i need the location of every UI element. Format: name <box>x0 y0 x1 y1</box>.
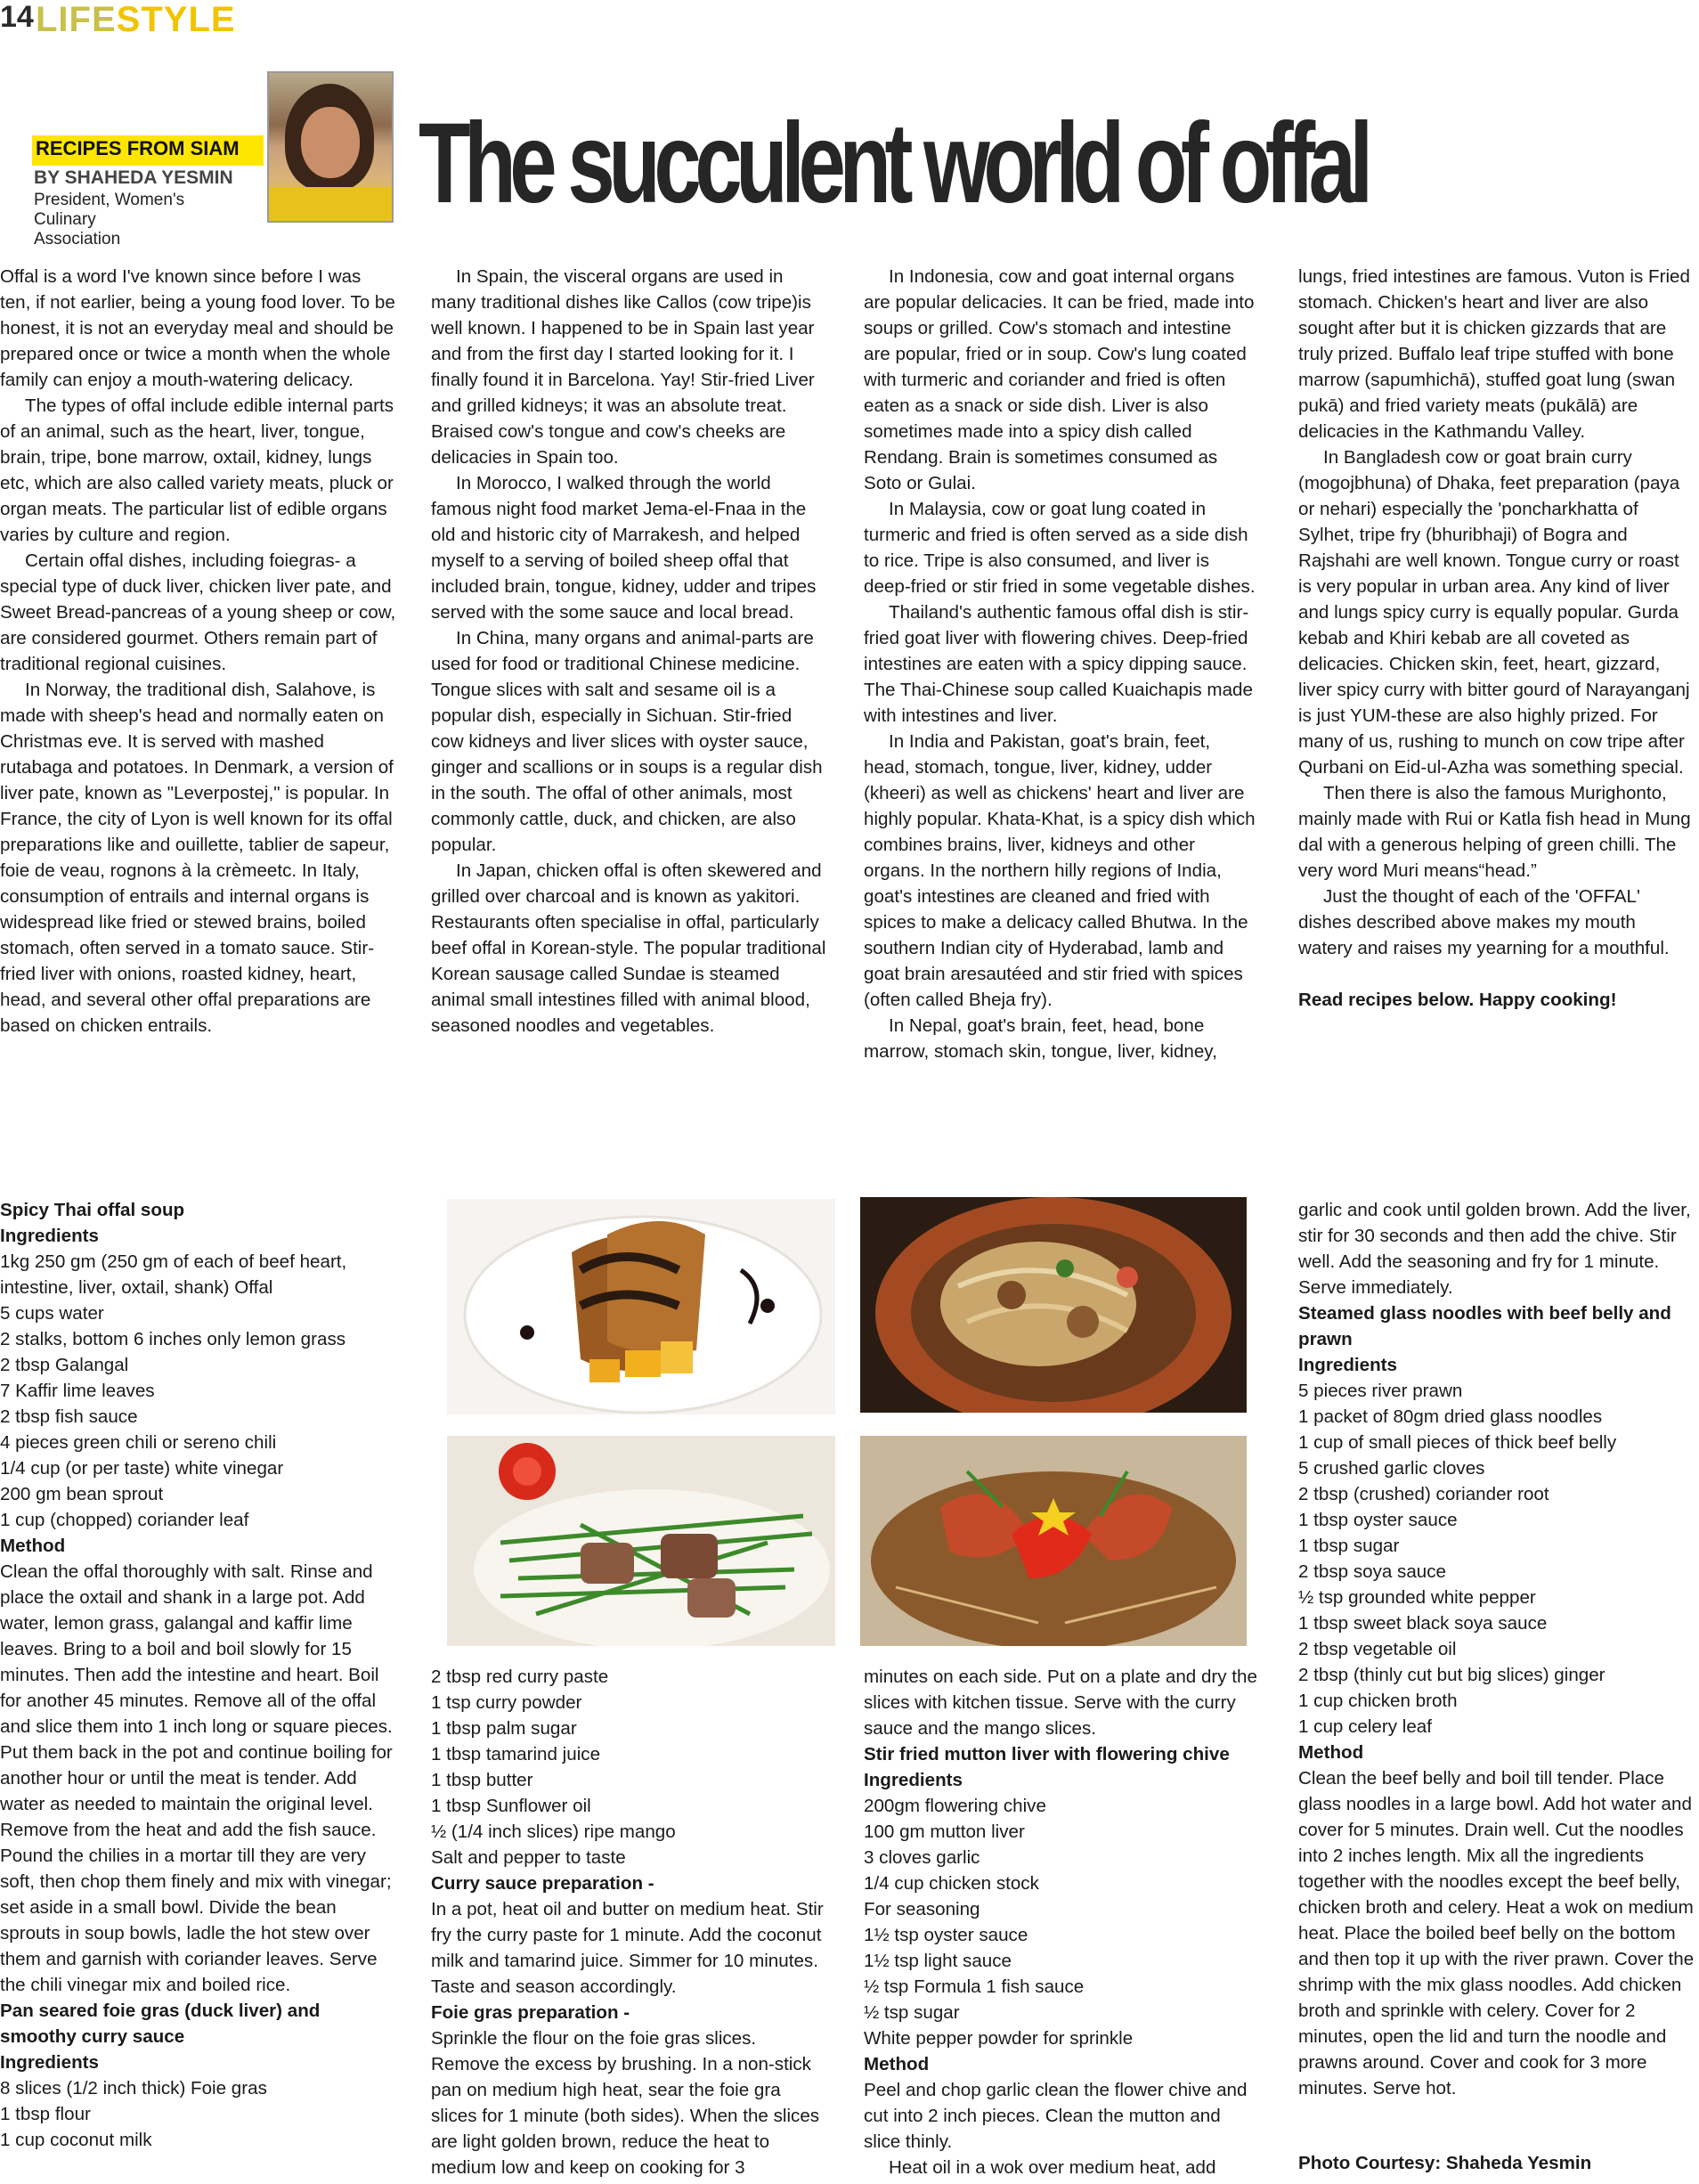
recipe-column-1 <box>0 1197 396 2153</box>
article-column-3 <box>864 264 1260 1064</box>
section-life: LIFE <box>36 0 117 39</box>
recipe-line: 1/4 cup (or per taste) white vinegar <box>0 1458 284 1479</box>
recipe-heading: Stir fried mutton liver with flowering chive <box>864 1744 1230 1764</box>
recipe-line: 1 packet of 80gm dried glass noodles <box>1298 1406 1603 1427</box>
recipe-line: 1 cup of small pieces of thick beef belly <box>1298 1432 1617 1453</box>
recipe-heading: Ingredients <box>0 1226 99 1246</box>
recipe-heading: Ingredients <box>864 1770 963 1790</box>
recipe-line: Peel and chop garlic clean the flower chive and cut into 2 inch pieces. Clean the mutton and slice thinly. <box>864 2080 1248 2152</box>
recipe-line: 1 tbsp flour <box>0 2104 91 2124</box>
recipe-column-3 <box>864 1664 1260 2180</box>
article-closing: Read recipes below. Happy cooking! <box>1298 990 1617 1010</box>
recipe-heading: Ingredients <box>0 2052 99 2073</box>
article-paragraph: In Nepal, goat's brain, feet, head, bone marrow, stomach skin, tongue, liver, kidney, <box>864 1015 1217 1062</box>
recipe-line: 1 cup celery leaf <box>1298 1716 1432 1737</box>
recipe-heading: Method <box>0 1536 66 1556</box>
recipe-line: 1 tbsp sugar <box>1298 1536 1400 1556</box>
recipe-line: White pepper powder for sprinkle <box>864 2028 1134 2049</box>
recipe-line: ½ tsp sugar <box>864 2002 960 2023</box>
recipe-line: 1 tbsp oyster sauce <box>1298 1510 1458 1530</box>
article-paragraph: In Norway, the traditional dish, Salahove, is made with sheep's head and normally eaten on Christmas eve. It is served with mashed rutabaga and potatoes. In Denmark, a version of liver pate, known as "Leverpostej," is popular. In France, the city of Lyon is well known for its offal preparations like and ouillette, tablier de sapeur, foie de veau, rognons à la crèmeetc. In Italy, consumption of entrails and internal organs is widespread like fried or stewed brains, boiled stomach, often served in a tomato sauce. Stir-fried liver with onions, roasted kidney, heart, head, and several other offal preparations are based on chicken entrails. <box>0 680 394 1036</box>
recipe-line: 2 tbsp Galangal <box>0 1355 129 1375</box>
recipe-line: 2 stalks, bottom 6 inches only lemon grass <box>0 1329 346 1349</box>
recipe-line: 1/4 cup chicken stock <box>864 1873 1039 1894</box>
author-role-line1: President, Women's Culinary <box>34 191 185 229</box>
article-paragraph: In Malaysia, cow or goat lung coated in turmeric and fried is often served as a side dish to rice. Tripe is also consumed, and liver is deep-fried or stir fried in some vegetable dishes. <box>864 499 1256 597</box>
article-paragraph: lungs, fried intestines are famous. Vuton is Fried stomach. Chicken's heart and liver are also sought after but it is chicken gizzards that are truly prized. Buffalo leaf tripe stuffed with bone marrow (sapumhichā), stuffed goat lung (swan pukā) and fried variety meats (pukālā) are delicacies in the Kathmandu Valley. <box>1298 266 1690 442</box>
recipe-line: Clean the offal thoroughly with salt. Rinse and place the oxtail and shank in a large pot. Add water, lemon grass, galangal and kaffir lime leaves. Bring to a boil and boil slowly for 15 minutes. Then add the intestine and heart. Boil for another 45 minutes. Remove all of the offal and slice them into 1 inch long or square pieces. Put them back in the pot and continue boiling for another hour or until the meat is tender. Add water as needed to maintain the original level. Remove from the heat and add the fish sauce. Pound the chilies in a mortar till they are very soft, then chop them finely and mix with vinegar; set aside in a small bowl. Divide the bean sprouts in soup bowls, ladle the hot stew over them and garnish with coriander leaves. Serve the chili vinegar mix and boiled rice. <box>0 1561 393 1995</box>
recipe-line: 1 cup coconut milk <box>0 2130 152 2150</box>
food-photo-clay-pot <box>860 1197 1247 1413</box>
recipe-heading: Pan seared foie gras (duck liver) and smoothy curry sauce <box>0 2001 321 2047</box>
recipe-line: 5 cups water <box>0 1303 104 1324</box>
recipe-line: garlic and cook until golden brown. Add the liver, stir for 30 seconds and then add the chive. Stir well. Add the seasoning and fry for 1 minute. Serve immediately. <box>1298 1200 1691 1298</box>
recipe-line: 5 crushed garlic cloves <box>1298 1458 1485 1479</box>
recipe-line: 4 pieces green chili or sereno chili <box>0 1432 277 1453</box>
recipe-line: 2 tbsp (thinly cut but big slices) ginger <box>1298 1665 1606 1685</box>
recipe-line: 1 cup chicken broth <box>1298 1691 1458 1711</box>
recipe-line: 1 tbsp butter <box>431 1770 533 1790</box>
article-paragraph: In Spain, the visceral organs are used in many traditional dishes like Callos (cow tripe)is well known. I happened to be in Spain last year and from the first day I started looking for it. I finally found it in Barcelona. Yay! Stir-fried Liver and grilled kidneys; it was an absolute treat. Braised cow's tongue and cow's cheeks are delicacies in Spain too. <box>431 266 815 468</box>
recipe-line: ½ (1/4 inch slices) ripe mango <box>431 1821 676 1842</box>
article-paragraph: In Indonesia, cow and goat internal organs are popular delicacies. It can be fried, made into soups or grilled. Cow's stomach and intestine are popular, fried or in soup. Cow's lung coated with turmeric and coriander and fried is often eaten as a snack or side dish. Liver is also sometimes made into a spicy dish called Rendang. Brain is sometimes consumed as Soto or Gulai. <box>864 266 1255 493</box>
article-paragraph: Thailand's authentic famous offal dish is stir-fried goat liver with flowering chives. Deep-fried intestines are eaten with a spicy dipping sauce. The Thai-Chinese soup called Kuaichapis made with intestines and liver. <box>864 602 1253 726</box>
article-paragraph: Then there is also the famous Murighonto, mainly made with Rui or Katla fish head in Mung dal with a generous helping of green chilli. The very word Muri means“head.” <box>1298 783 1691 881</box>
recipe-heading: Method <box>864 2054 930 2074</box>
food-photo-liver-chive <box>447 1436 835 1646</box>
recipe-heading: Method <box>1298 1742 1364 1763</box>
section-style: STYLE <box>116 0 236 39</box>
article-column-4 <box>1298 264 1695 1013</box>
recipe-line: 2 tbsp red curry paste <box>431 1667 609 1687</box>
recipe-line: 1 tsp curry powder <box>431 1692 582 1713</box>
article-paragraph: Just the thought of each of the 'OFFAL' dishes described above makes my mouth watery and raises my yearning for a mouthful. <box>1298 886 1670 958</box>
photo-courtesy: Photo Courtesy: Shaheda Yesmin <box>1298 2153 1592 2173</box>
recipe-line: minutes on each side. Put on a plate and dry the slices with kitchen tissue. Serve with the curry sauce and the mango slices. <box>864 1667 1257 1739</box>
column-tag: RECIPES FROM SIAM <box>36 137 240 159</box>
recipe-line: 1 cup (chopped) coriander leaf <box>0 1510 249 1530</box>
recipe-line: 200 gm bean sprout <box>0 1484 164 1504</box>
recipe-line: 1 tbsp palm sugar <box>431 1718 577 1739</box>
recipe-heading: Spicy Thai offal soup <box>0 1200 185 1220</box>
section-title <box>36 0 236 40</box>
recipe-line: 100 gm mutton liver <box>864 1821 1025 1842</box>
recipe-line: Sprinkle the flour on the foie gras slices. Remove the excess by brushing. In a non-stick pan on medium high heat, sear the foie gra slices for 1 minute (both sides). When the slices are light golden brown, reduce the heat to medium low and keep on cooking for 3 <box>431 2028 820 2178</box>
recipe-line: 3 cloves garlic <box>864 1847 980 1868</box>
recipe-line: ½ tsp grounded white pepper <box>1298 1587 1536 1608</box>
recipe-line: In a pot, heat oil and butter on medium heat. Stir fry the curry paste for 1 minute. Add the coconut milk and tamarind juice. Simmer for 10 minutes. Taste and season accordingly. <box>431 1899 824 1997</box>
recipe-line: 2 tbsp vegetable oil <box>1298 1639 1457 1659</box>
page-number: 14 <box>0 0 34 34</box>
recipe-line: 2 tbsp soya sauce <box>1298 1561 1446 1582</box>
author-byline: BY SHAHEDA YESMIN <box>34 167 233 188</box>
article-paragraph: In Bangladesh cow or goat brain curry (mogojbhuna) of Dhaka, feet preparation (paya or nehari) especially the 'poncharkhatta of Sylhet, tripe fry (bhuribhaji) of Bogra and Rajshahi are well known. Tongue curry or roast is very popular in urban area. Any kind of liver and lungs spicy curry is equally popular. Gurda kebab and Khiri kebab are all coveted as delicacies. Chicken skin, feet, heart, gizzard, liver spicy curry with bitter gourd of Narayanganj is just YUM-these are also highly prized. For many of us, rushing to munch on cow tripe after Qurbani on Eid-ul-Azha was something special. <box>1298 447 1690 778</box>
article-paragraph: In China, many organs and animal-parts are used for food or traditional Chinese medicine. Tongue slices with salt and sesame oil is a popular dish, especially in Sichuan. Stir-fried cow kidneys and liver slices with oyster sauce, ginger and scallions or in soups is a regular dish in the south. The offal of other animals, most commonly cattle, duck, and chicken, are also popular. <box>431 628 823 855</box>
recipe-heading: Foie gras preparation - <box>431 2002 630 2023</box>
recipe-line: 1½ tsp oyster sauce <box>864 1925 1028 1945</box>
recipe-line: 2 tbsp (crushed) coriander root <box>1298 1484 1549 1504</box>
author-role <box>34 191 239 249</box>
recipe-line: 1 tbsp tamarind juice <box>431 1744 601 1764</box>
recipe-line: 5 pieces river prawn <box>1298 1381 1463 1401</box>
food-photo-prawn-noodles <box>860 1436 1247 1646</box>
recipe-line: 1½ tsp light sauce <box>864 1951 1012 1971</box>
author-photo <box>267 71 394 223</box>
article-paragraph: Offal is a word I've known since before I was ten, if not earlier, being a young food lover. To be honest, it is not an everyday meal and should be prepared once or twice a month when the whole family can enjoy a mouth-watering delicacy. <box>0 266 395 390</box>
recipe-line: Salt and pepper to taste <box>431 1847 626 1868</box>
recipe-heading: Ingredients <box>1298 1355 1397 1375</box>
recipe-line: Clean the beef belly and boil till tender. Place glass noodles in a large bowl. Add hot water and cover for 5 minutes. Drain well. Cut the noodles into 2 inches length. Mix all the ingredients together with the noodles except the beef belly, chicken broth and celery. Heat a wok on medium heat. Place the boiled beef belly on the bottom and then top it up with the river prawn. Cover the shrimp with the mix glass noodles. Add chicken broth and sprinkle with celery. Cover for 2 minutes, open the lid and turn the noodle and prawns around. Cover and cook for 3 more minutes. Serve hot. <box>1298 1768 1695 2098</box>
recipe-line: 1 tbsp Sunflower oil <box>431 1796 591 1816</box>
recipe-line: 8 slices (1/2 inch thick) Foie gras <box>0 2078 267 2098</box>
article-paragraph: In Morocco, I walked through the world famous night food market Jema-el-Fnaa in the old and historic city of Marrakesh, and helped myself to a serving of boiled sheep offal that included brain, tongue, kidney, udder and tripes served with the some sauce and local bread. <box>431 473 817 623</box>
food-photo-foie-gras <box>447 1199 835 1414</box>
recipe-line: 7 Kaffir lime leaves <box>0 1381 155 1401</box>
recipe-line: 1 tbsp sweet black soya sauce <box>1298 1613 1548 1634</box>
recipe-line: ½ tsp Formula 1 fish sauce <box>864 1976 1085 1997</box>
recipe-heading: Curry sauce preparation - <box>431 1873 654 1894</box>
headline: The succulent world of offal <box>419 100 1367 227</box>
recipe-column-4 <box>1298 1197 1695 2101</box>
article-column-2 <box>431 264 827 1039</box>
recipe-line: 2 tbsp fish sauce <box>0 1406 138 1427</box>
article-paragraph: In India and Pakistan, goat's brain, feet, head, stomach, tongue, liver, kidney, udder (kheeri) as well as chickens' heart and liver are highly popular. Khata-Khat, is a spicy dish which combines brains, liver, kidneys and other organs. In the northern hilly regions of India, goat's intestines are cleaned and fried with spices to make a delicacy called Bhutwa. In the southern Indian city of Hyderabad, lamb and goat brain aresautéed and stir fried with spices (often called Bheja fry). <box>864 731 1256 1010</box>
recipe-column-2 <box>431 1664 827 2180</box>
author-role-line2: Association <box>34 230 121 249</box>
recipe-line: 200gm flowering chive <box>864 1796 1046 1816</box>
recipe-line: 1kg 250 gm (250 gm of each of beef heart, intestine, liver, oxtail, shank) Offal <box>0 1251 347 1298</box>
recipe-line: Heat oil in a wok over medium heat, add <box>889 2157 1216 2178</box>
recipe-line: For seasoning <box>864 1899 980 1919</box>
article-paragraph: In Japan, chicken offal is often skewered and grilled over charcoal and is known as yakitori. Restaurants often specialise in offal, particularly beef offal in Korean-style. The popular traditional Korean sausage called Sundae is steamed animal small intestines filled with animal blood, seasoned noodles and vegetables. <box>431 860 826 1036</box>
article-paragraph: Certain offal dishes, including foiegras- a special type of duck liver, chicken liver pate, and Sweet Bread-pancreas of a young sheep or cow, are considered gourmet. Others remain part of traditional regional cuisines. <box>0 550 396 674</box>
article-paragraph: The types of offal include edible internal parts of an animal, such as the heart, liver, tongue, brain, tripe, bone marrow, oxtail, kidney, lungs etc, which are also called variety meats, pluck or organ meats. The particular list of edible organs varies by culture and region. <box>0 395 394 545</box>
recipe-heading: Steamed glass noodles with beef belly and prawn <box>1298 1303 1671 1349</box>
article-column-1 <box>0 264 396 1039</box>
